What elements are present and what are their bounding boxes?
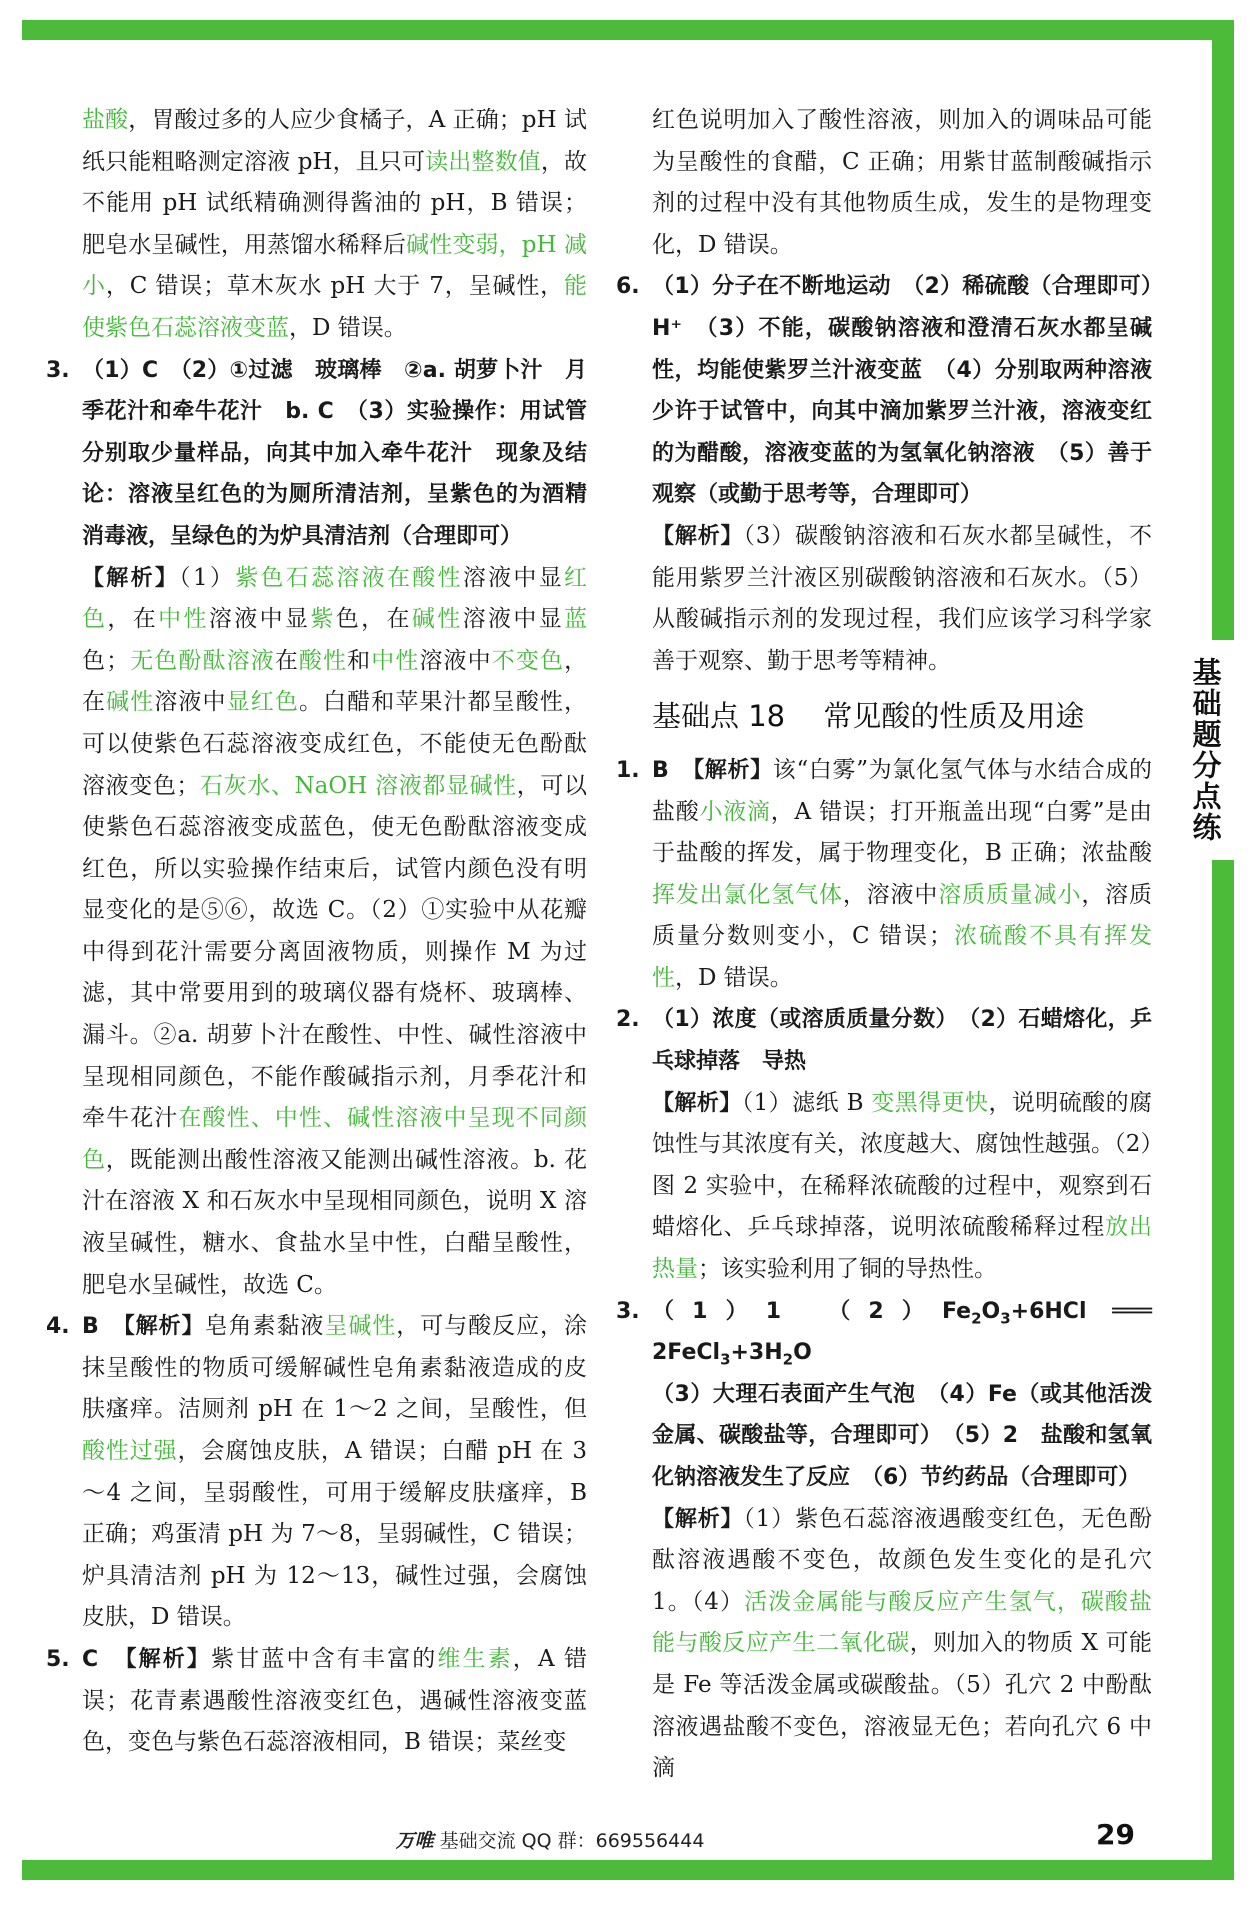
brand-logo: 万唯 — [395, 1830, 434, 1852]
section-question-2-answer: （1）浓度（或溶质质量分数） （2）石蜡熔化，乒乓球掉落 导热 — [652, 1007, 1152, 1075]
page-frame-top — [22, 20, 1212, 40]
question-3-answer: （1）C （2）①过滤 玻璃棒 ②a. 胡萝卜汁 月季花汁和牵牛花汁 b. C （3）实验操作：用试管分别取少量样品，向其中加入牵牛花汁 现象及结论：溶液呈红色的为厕所清洁剂，呈紫色的为酒精消毒液，呈绿色的为炉具清洁剂（合理即可） — [82, 357, 587, 549]
question-3 — [46, 350, 588, 1307]
section-question-3-analysis: 【解析】（1）紫色石蕊溶液遇酸变红色，无色酚酞溶液遇酸不变色，故颜色发生变化的是孔穴 1。（4）活泼金属能与酸反应产生氢气，碳酸盐能与酸反应产生二氧化碳，则加入的物质 X 可能是 Fe 等活泼金属或碳酸盐。（5）孔穴 2 中酚酞溶液遇盐酸不变色，溶液显无色；若向孔穴 6 中滴 — [652, 1505, 1153, 1782]
page-footer — [340, 1826, 760, 1853]
left-intro-paragraph: 盐酸，胃酸过多的人应少食橘子，A 正确；pH 试纸只能粗略测定溶液 pH，且只可读出整数值，故不能用 pH 试纸精确测得酱油的 pH，B 错误；肥皂水呈碱性，用蒸馏水稀释后碱性变弱，pH 减小，C 错误；草木灰水 pH 大于 7，呈碱性，能使紫色石蕊溶液变蓝，D 错误。 — [82, 107, 588, 341]
section-question-3-answer-cont: （3）大理石表面产生气泡 （4）Fe（或其他活泼金属、碳酸盐等，合理即可） （5）2 盐酸和氢氧化钠溶液发生了反应 （6）节约药品（合理即可） — [652, 1381, 1152, 1490]
question-number: 3. — [46, 357, 70, 383]
question-number: 2. — [616, 1007, 640, 1033]
question-3-analysis: 【解析】（1）紫色石蕊溶液在酸性溶液中显红色，在中性溶液中显紫色，在碱性溶液中显蓝色；无色酚酞溶液在酸性和中性溶液中不变色，在碱性溶液中显红色。白醋和苹果汁都呈酸性，可以使紫色石蕊溶液变成红色，不能使无色酚酞溶液变色；石灰水、NaOH 溶液都显碱性，可以使紫色石蕊溶液变成蓝色，使无色酚酞溶液变成红色，所以实验操作结束后，试管内颜色没有明显变化的是⑤⑥，故选 C。（2）①实验中从花瓣中得到花汁需要分离固液物质，则操作 M 为过滤，其中常要用到的玻璃仪器有烧杯、玻璃棒、漏斗。②a. 胡萝卜汁在酸性、中性、碱性溶液中呈现相同颜色，不能作酸碱指示剂，月季花汁和牵牛花汁在酸性、中性、碱性溶液中呈现不同颜色，既能测出酸性溶液又能测出碱性溶液。b. 花汁在溶液 X 和石灰水中呈现相同颜色，说明 X 溶液呈碱性，糖水、食盐水呈中性，白醋呈酸性，肥皂水呈碱性，故选 C。 — [82, 564, 588, 1298]
section-question-3-answer: （1）1 $(2)Fe_2O_3+6HCl$ ═══ $2FeCl_3+3H_2O$ — [652, 1298, 1153, 1369]
question-5-text: C 【解析】紫甘蓝中含有丰富的维生素，A 错误；花青素遇酸性溶液变红色，遇碱性溶液变蓝色，变色与紫色石蕊溶液相同，B 错误；菜丝变 — [82, 1645, 588, 1756]
question-6-answer: （1）分子在不断地运动 （2）稀硫酸（合理即可） H⁺ （3）不能，碳酸钠溶液和澄清石灰水都呈碱性，均能使紫罗兰汁液变蓝 （4）分别取两种溶液少许于试管中，向其中滴加紫罗兰汁液，溶液变红的为醋酸，溶液变蓝的为氢氧化钠溶液 （5）善于观察（或勤于思考等，合理即可） — [652, 274, 1175, 508]
page-frame-bottom — [22, 1860, 1212, 1880]
section-question-2 — [616, 999, 1153, 1290]
question-6 — [616, 266, 1175, 682]
section-question-1 — [616, 750, 1153, 1000]
question-number: 6. — [616, 274, 640, 300]
right-intro-paragraph: 红色说明加入了酸性溶液，则加入的调味品可能为呈酸性的食醋，C 正确；用紫甘蓝制酸碱指示剂的过程中没有其他物质生成，发生的是物理变化，D 错误。 — [652, 107, 1152, 258]
page-number: 29 — [1096, 1818, 1135, 1851]
question-5 — [46, 1639, 588, 1764]
section-question-1-text: B 【解析】该“白雾”为氯化氢气体与水结合成的盐酸小液滴，A 错误；打开瓶盖出现“白雾”是由于盐酸的挥发，属于物理变化，B 正确；浓盐酸挥发出氯化氢气体，溶液中溶质质量减小，溶质质量分数则变小，C 错误；浓硫酸不具有挥发性，D 错误。 — [652, 756, 1153, 991]
question-number: 4. — [46, 1314, 70, 1340]
left-column — [46, 100, 588, 1764]
question-number: 3. — [616, 1298, 640, 1324]
question-6-analysis: 【解析】（3）碳酸钠溶液和石灰水都呈碱性，不能用紫罗兰汁液区别碳酸钠溶液和石灰水。（5）从酸碱指示剂的发现过程，我们应该学习科学家善于观察、勤于思考等精神。 — [652, 522, 1152, 674]
question-number: 5. — [46, 1646, 70, 1672]
page-frame-right — [1212, 20, 1234, 1880]
question-number: 1. — [616, 757, 640, 783]
section-question-2-analysis: 【解析】（1）滤纸 B 变黑得更快，说明硫酸的腐蚀性与其浓度有关，浓度越大、腐蚀性越强。（2）图 2 实验中，在稀释浓硫酸的过程中，观察到石蜡熔化、乒乓球掉落，说明浓硫酸稀释过程放出热量；该实验利用了铜的导热性。 — [652, 1089, 1153, 1283]
right-column — [616, 100, 1175, 1790]
section-heading: 基础点 18 常见酸的性质及用途 — [652, 699, 1085, 734]
question-4 — [46, 1306, 588, 1639]
section-question-3 — [616, 1291, 1153, 1790]
footer-qq-group: 基础交流 QQ 群：669556444 — [439, 1830, 705, 1852]
question-4-text: B 【解析】皂角素黏液呈碱性，可与酸反应，涂抹呈酸性的物质可缓解碱性皂角素黏液造成的皮肤瘙痒。洁厕剂 pH 在 1～2 之间，呈酸性，但酸性过强，会腐蚀皮肤，A 错误；白醋 pH 在 3～4 之间，呈弱酸性，可用于缓解皮肤瘙痒，B 正确；鸡蛋清 pH 为 7～8，呈弱碱性，C 错误；炉具清洁剂 pH 为 12～13，碱性过强，会腐蚀皮肤，D 错误。 — [82, 1313, 588, 1631]
section-side-tab: 基础题分点练 — [1178, 640, 1234, 860]
